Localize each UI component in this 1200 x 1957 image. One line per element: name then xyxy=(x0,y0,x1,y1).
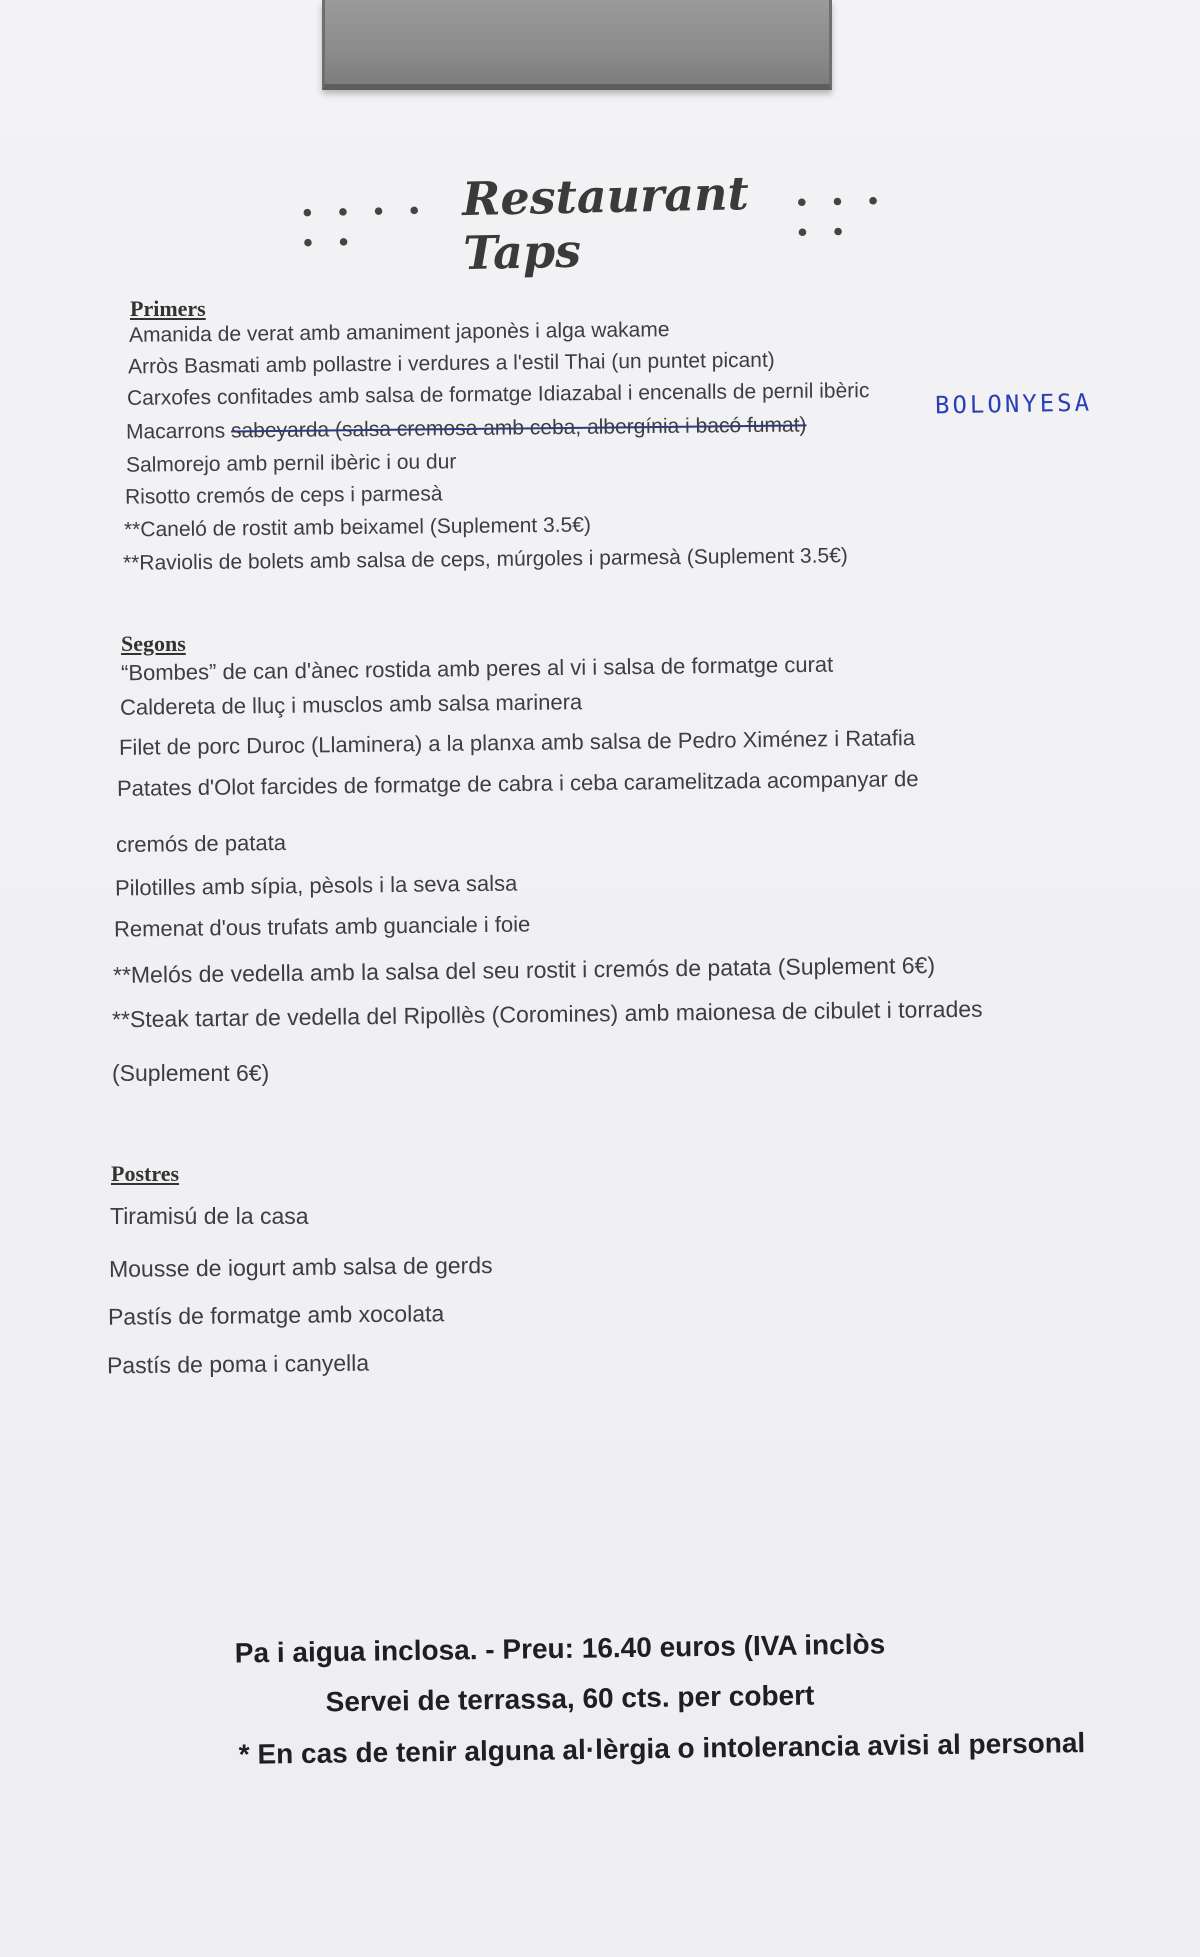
macarrons-struck-text: sabeyarda (salsa cremosa amb ceba, albergínia i bacó fumat) xyxy=(230,413,807,443)
section-heading-segons: Segons xyxy=(121,631,186,656)
menu-item: cremós de patata xyxy=(115,829,287,858)
macarrons-prefix: Macarrons xyxy=(125,419,232,444)
menu-item: **Melós de vedella amb la salsa del seu rostit i cremós de patata (Suplement 6€) xyxy=(112,951,936,989)
menu-item: (Suplement 6€) xyxy=(112,1060,270,1086)
footer-terrace: Servei de terrassa, 60 cts. per cobert xyxy=(325,1679,815,1718)
menu-item: Mousse de iogurt amb salsa de gerds xyxy=(108,1251,493,1283)
menu-item: Pilotilles amb sípia, pèsols i la seva salsa xyxy=(114,870,518,901)
section-heading-primers: Primers xyxy=(130,296,206,321)
menu-item: **Steak tartar de vedella del Ripollès (Coromines) amb maionesa de cibulet i torrades xyxy=(111,995,983,1033)
menu-item: **Caneló de rostit amb beixamel (Suplement 3.5€) xyxy=(123,513,592,542)
menu-item: Patates d'Olot farcides de formatge de cabra i ceba caramelitzada acompanyar de xyxy=(116,766,919,801)
menu-item: Amanida de verat amb amaniment japonès i alga wakame xyxy=(128,318,670,347)
menu-item: Pastís de formatge amb xocolata xyxy=(107,1300,445,1330)
restaurant-name: Restaurant Taps xyxy=(461,166,750,281)
menu-item: “Bombes” de can d'ànec rostida amb peres al vi i salsa de formatge curat xyxy=(120,651,834,686)
menu-item: Pastís de poma i canyella xyxy=(106,1349,370,1379)
section-heading-postres: Postres xyxy=(111,1161,180,1186)
menu-item: Risotto cremós de ceps i parmesà xyxy=(124,482,443,509)
menu-item: Caldereta de lluç i musclos amb salsa marinera xyxy=(119,689,583,720)
menu-item-macarrons xyxy=(126,413,807,444)
menu-item: Carxofes confitades amb salsa de formatge Idiazabal i encenalls de pernil ibèric xyxy=(126,379,870,410)
menu-item: Filet de porc Duroc (Llaminera) a la planxa amb salsa de Pedro Ximénez i Ratafia xyxy=(118,725,916,760)
title-dots-left: • • • • • • xyxy=(299,196,429,260)
menu-item: Remenat d'ous trufats amb guanciale i foie xyxy=(113,911,531,942)
menu-item: Arròs Basmati amb pollastre i verdures a l'estil Thai (un puntet picant) xyxy=(127,348,775,379)
title-dots-right: • • • • • xyxy=(793,187,888,250)
menu-item: **Raviolis de bolets amb salsa de ceps, múrgoles i parmesà (Suplement 3.5€) xyxy=(122,544,848,575)
footer-allergy-note: * En cas de tenir alguna al·lèrgia o intolerancia avisi al personal xyxy=(238,1727,1086,1770)
menu-item: Salmorejo amb pernil ibèric i ou dur xyxy=(125,450,457,477)
footer-price: Pa i aigua inclosa. - Preu: 16.40 euros (IVA inclòs xyxy=(234,1628,886,1669)
handwritten-note: BOLONYESA xyxy=(934,388,1093,420)
menu-item: Tiramisú de la casa xyxy=(110,1203,309,1229)
